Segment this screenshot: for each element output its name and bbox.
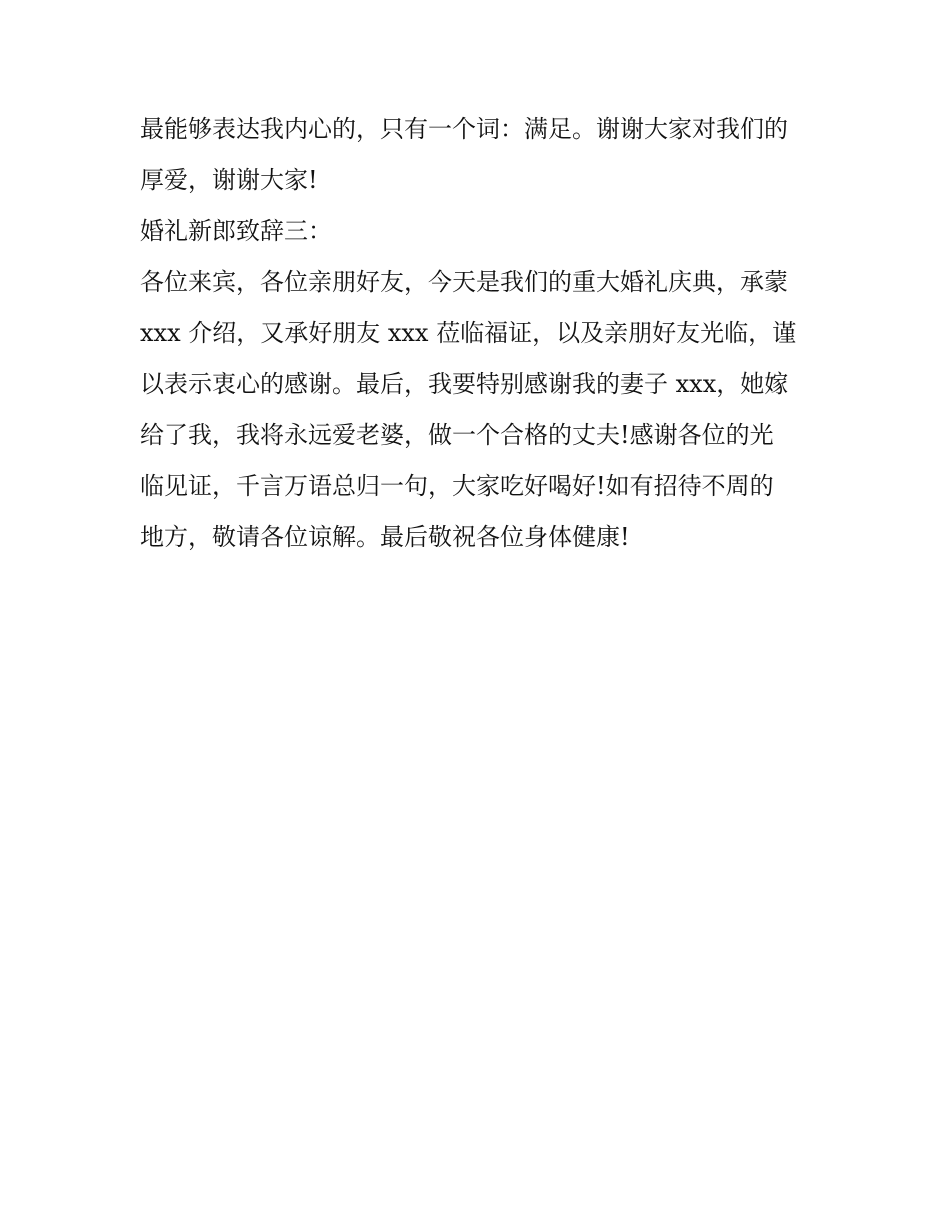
paragraph-line: 临见证，千言万语总归一句，大家吃好喝好!如有招待不周的 [140, 472, 774, 500]
section-heading: 婚礼新郎致辞三： [140, 217, 332, 245]
paragraph-line: 地方，敬请各位谅解。最后敬祝各位身体健康! [140, 523, 630, 551]
paragraph-line: 给了我，我将永远爱老婆，做一个合格的丈夫!感谢各位的光 [140, 421, 774, 449]
paragraph-line: 各位来宾，各位亲朋好友，今天是我们的重大婚礼庆典，承蒙 [140, 268, 788, 296]
document-body [140, 104, 820, 563]
paragraph-line: 最能够表达我内心的，只有一个词：满足。谢谢大家对我们的 [140, 115, 788, 143]
paragraph-line: 以表示衷心的感谢。最后，我要特别感谢我的妻子 xxx，她嫁 [140, 370, 789, 398]
paragraph-line: 厚爱，谢谢大家! [140, 166, 318, 194]
paragraph-line: xxx 介绍，又承好朋友 xxx 莅临福证，以及亲朋好友光临，谨 [140, 319, 797, 347]
